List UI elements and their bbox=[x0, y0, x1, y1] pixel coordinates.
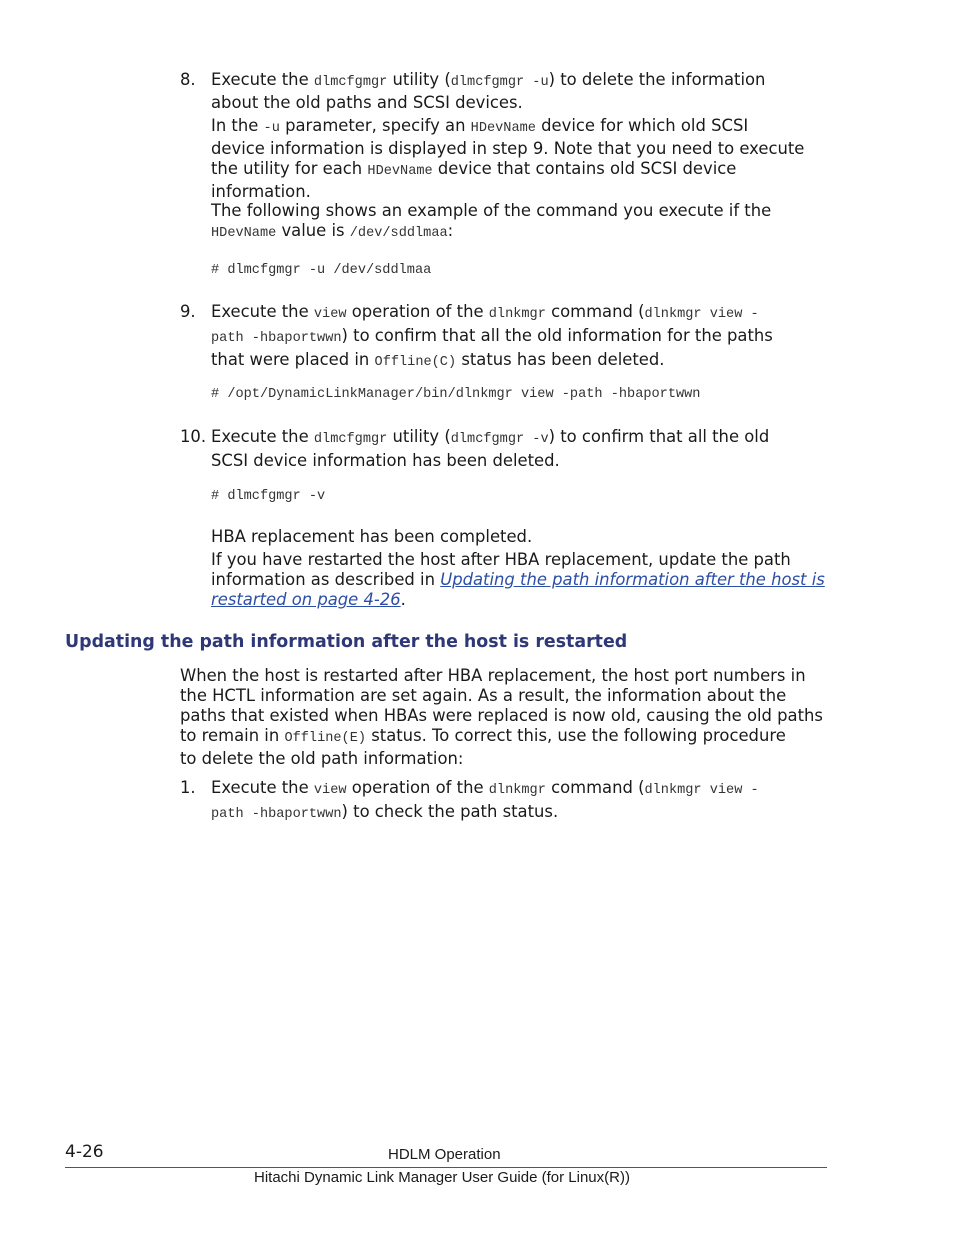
code-term: dlmcfgmgr bbox=[313, 75, 388, 90]
line bbox=[211, 350, 831, 373]
text: Execute the bbox=[211, 70, 314, 89]
line: paths that existed when HBAs were replaced is now old, causing the old paths bbox=[180, 706, 823, 725]
text: to remain in bbox=[180, 726, 285, 745]
text: Execute the bbox=[211, 427, 314, 446]
line: the HCTL information are set again. As a result, the information about the bbox=[180, 686, 787, 705]
step-number: 8. bbox=[180, 70, 196, 89]
code-term: Offline(E) bbox=[284, 731, 367, 746]
text: device for which old SCSI bbox=[535, 116, 749, 135]
code-term: -u bbox=[263, 121, 280, 136]
code-term: path -hbaportwwn bbox=[211, 331, 342, 346]
cross-reference-link[interactable]: Updating the path information after the host is bbox=[440, 570, 825, 589]
cross-reference-link-continued[interactable]: restarted on page 4-26 bbox=[211, 590, 401, 609]
line bbox=[211, 302, 831, 325]
text: : bbox=[447, 221, 454, 240]
step-number: 10. bbox=[180, 427, 207, 446]
text: In the bbox=[211, 116, 264, 135]
code-term: view bbox=[313, 307, 347, 322]
footer-guide-title: Hitachi Dynamic Link Manager User Guide (for Linux(R)) bbox=[254, 1169, 630, 1186]
text: ) to confirm that all the old bbox=[548, 427, 770, 446]
step-body bbox=[211, 778, 831, 825]
text: the utility for each bbox=[211, 159, 368, 178]
step-number: 1. bbox=[180, 778, 196, 797]
code-term: HDevName bbox=[367, 164, 433, 179]
completion-note: HBA replacement has been completed. bbox=[211, 527, 533, 546]
code-term: path -hbaportwwn bbox=[211, 807, 342, 822]
line bbox=[211, 159, 831, 182]
code-example: # dlmcfgmgr -v bbox=[211, 489, 326, 504]
text: value is bbox=[276, 221, 350, 240]
footer-section-name: HDLM Operation bbox=[388, 1146, 501, 1163]
step-8-paragraph-2 bbox=[211, 116, 831, 202]
line: If you have restarted the host after HBA replacement, update the path bbox=[211, 550, 791, 569]
line bbox=[211, 802, 831, 825]
footer-divider bbox=[65, 1167, 827, 1168]
code-term: Offline(C) bbox=[374, 355, 457, 370]
text: command ( bbox=[545, 778, 645, 797]
text: status has been deleted. bbox=[456, 350, 665, 369]
line bbox=[211, 570, 831, 590]
code-term: dlmcfgmgr bbox=[313, 432, 388, 447]
text: ) to confirm that all the old information for the paths bbox=[341, 326, 773, 345]
step-8-line-1 bbox=[211, 70, 831, 93]
code-term: /dev/sddlmaa bbox=[349, 226, 448, 241]
code-term: dlmcfgmgr -u bbox=[450, 75, 549, 90]
line: When the host is restarted after HBA replacement, the host port numbers in bbox=[180, 666, 806, 685]
code-term: dlnkmgr view - bbox=[644, 307, 759, 322]
text: ) to delete the information bbox=[548, 70, 766, 89]
line: The following shows an example of the command you execute if the bbox=[211, 201, 772, 220]
code-term: dlnkmgr bbox=[488, 307, 546, 322]
step-body bbox=[211, 70, 831, 113]
text: status. To correct this, use the following procedure bbox=[366, 726, 786, 745]
text: operation of the bbox=[346, 302, 489, 321]
line bbox=[180, 726, 840, 749]
text: parameter, specify an bbox=[279, 116, 471, 135]
line: to delete the old path information: bbox=[180, 749, 464, 768]
code-term: dlmcfgmgr -v bbox=[450, 432, 549, 447]
step-8-paragraph-3 bbox=[211, 201, 831, 244]
code-term: dlnkmgr view - bbox=[644, 783, 759, 798]
step-8-line-2: about the old paths and SCSI devices. bbox=[211, 93, 523, 112]
line bbox=[211, 427, 831, 450]
text: ) to check the path status. bbox=[341, 802, 559, 821]
text: utility ( bbox=[387, 427, 451, 446]
text: Execute the bbox=[211, 778, 314, 797]
line: information. bbox=[211, 182, 311, 201]
line bbox=[211, 590, 831, 610]
code-term: view bbox=[313, 783, 347, 798]
line bbox=[211, 116, 831, 139]
text: information as described in bbox=[211, 570, 441, 589]
code-term: dlnkmgr bbox=[488, 783, 546, 798]
line: device information is displayed in step 9. Note that you need to execute bbox=[211, 139, 805, 158]
step-body bbox=[211, 302, 831, 373]
line bbox=[211, 221, 831, 244]
text: Execute the bbox=[211, 302, 314, 321]
text: . bbox=[400, 590, 406, 609]
page-number: 4-26 bbox=[65, 1142, 104, 1162]
text: utility ( bbox=[387, 70, 451, 89]
line bbox=[211, 778, 831, 801]
text: that were placed in bbox=[211, 350, 375, 369]
section-heading: Updating the path information after the host is restarted bbox=[65, 632, 628, 652]
line bbox=[211, 326, 831, 349]
code-term: HDevName bbox=[211, 226, 277, 241]
code-term: HDevName bbox=[470, 121, 536, 136]
text: command ( bbox=[545, 302, 645, 321]
step-number: 9. bbox=[180, 302, 196, 321]
text: device that contains old SCSI device bbox=[432, 159, 737, 178]
code-example: # /opt/DynamicLinkManager/bin/dlnkmgr view -path -hbaportwwn bbox=[211, 387, 701, 402]
section-intro bbox=[180, 666, 840, 769]
code-example: # dlmcfgmgr -u /dev/sddlmaa bbox=[211, 263, 432, 278]
text: operation of the bbox=[346, 778, 489, 797]
line: SCSI device information has been deleted. bbox=[211, 451, 560, 470]
restart-note bbox=[211, 550, 831, 610]
step-body bbox=[211, 427, 831, 471]
